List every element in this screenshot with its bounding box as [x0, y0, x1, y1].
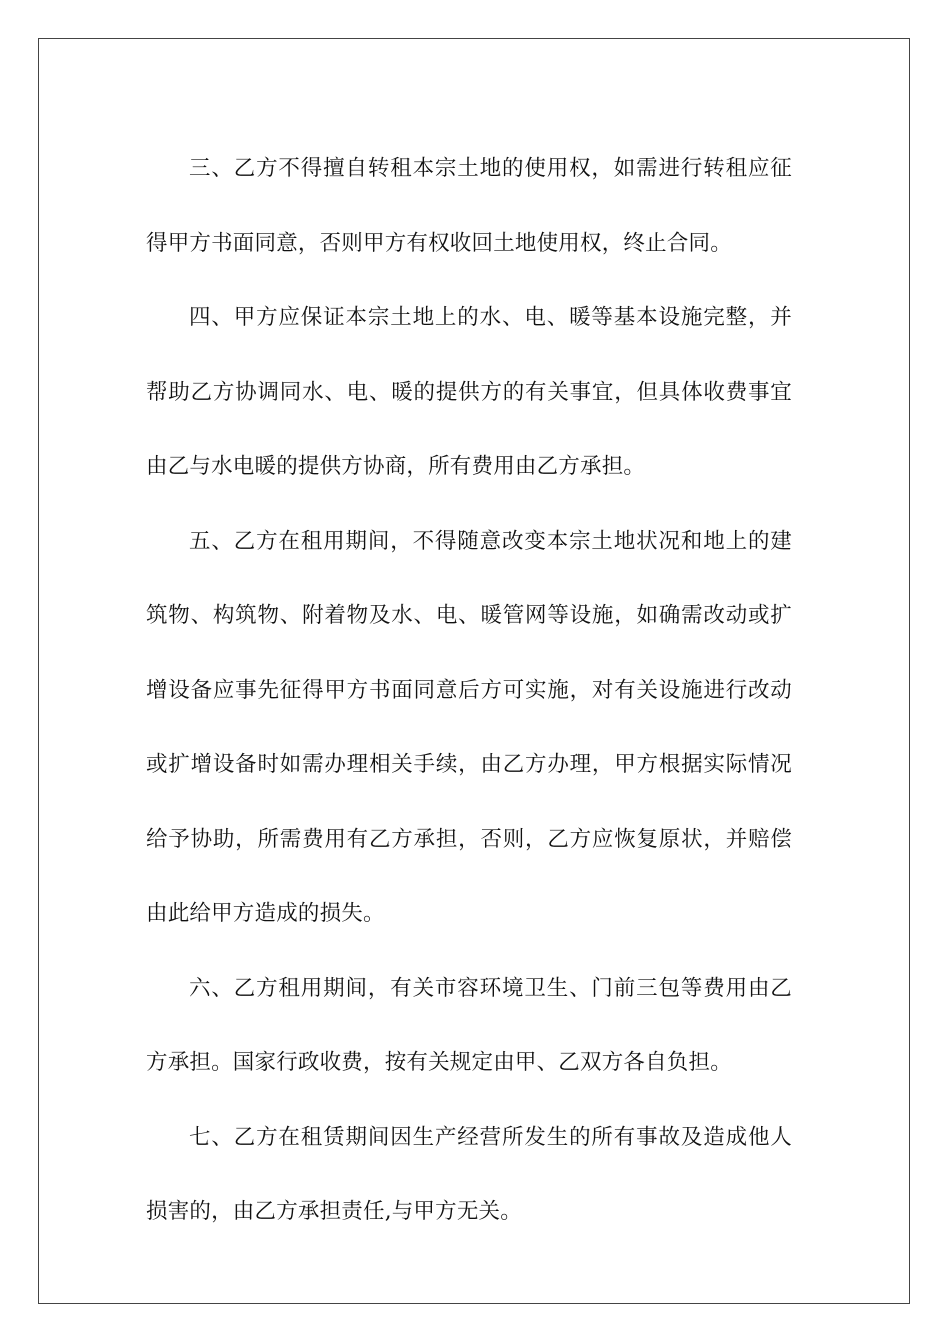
document-body — [146, 132, 792, 1250]
clause-paragraph-6: 六、乙方租用期间，有关市容环境卫生、门前三包等费用由乙方承担。国家行政收费，按有关规定由甲、乙双方各自负担。 — [146, 975, 792, 1075]
clause-paragraph-4: 四、甲方应保证本宗土地上的水、电、暖等基本设施完整，并帮助乙方协调同水、电、暖的提供方的有关事宜，但具体收费事宜由乙与水电暖的提供方协商，所有费用由乙方承担。 — [146, 305, 792, 479]
clause-paragraph-5: 五、乙方在租用期间，不得随意改变本宗土地状况和地上的建筑物、构筑物、附着物及水、电、暖管网等设施，如确需改动或扩增设备应事先征得甲方书面同意后方可实施，对有关设施进行改动或扩增设备时如需办理相关手续，由乙方办理，甲方根据实际情况给予协助，所需费用有乙方承担，否则，乙方应恢复原状，并赔偿由此给甲方造成的损失。 — [146, 528, 792, 926]
clause-paragraph-7: 七、乙方在租赁期间因生产经营所发生的所有事故及造成他人损害的，由乙方承担责任,与甲方无关。 — [146, 1124, 792, 1224]
clause-paragraph-3: 三、乙方不得擅自转租本宗土地的使用权，如需进行转租应征得甲方书面同意，否则甲方有权收回土地使用权，终止合同。 — [146, 156, 792, 256]
